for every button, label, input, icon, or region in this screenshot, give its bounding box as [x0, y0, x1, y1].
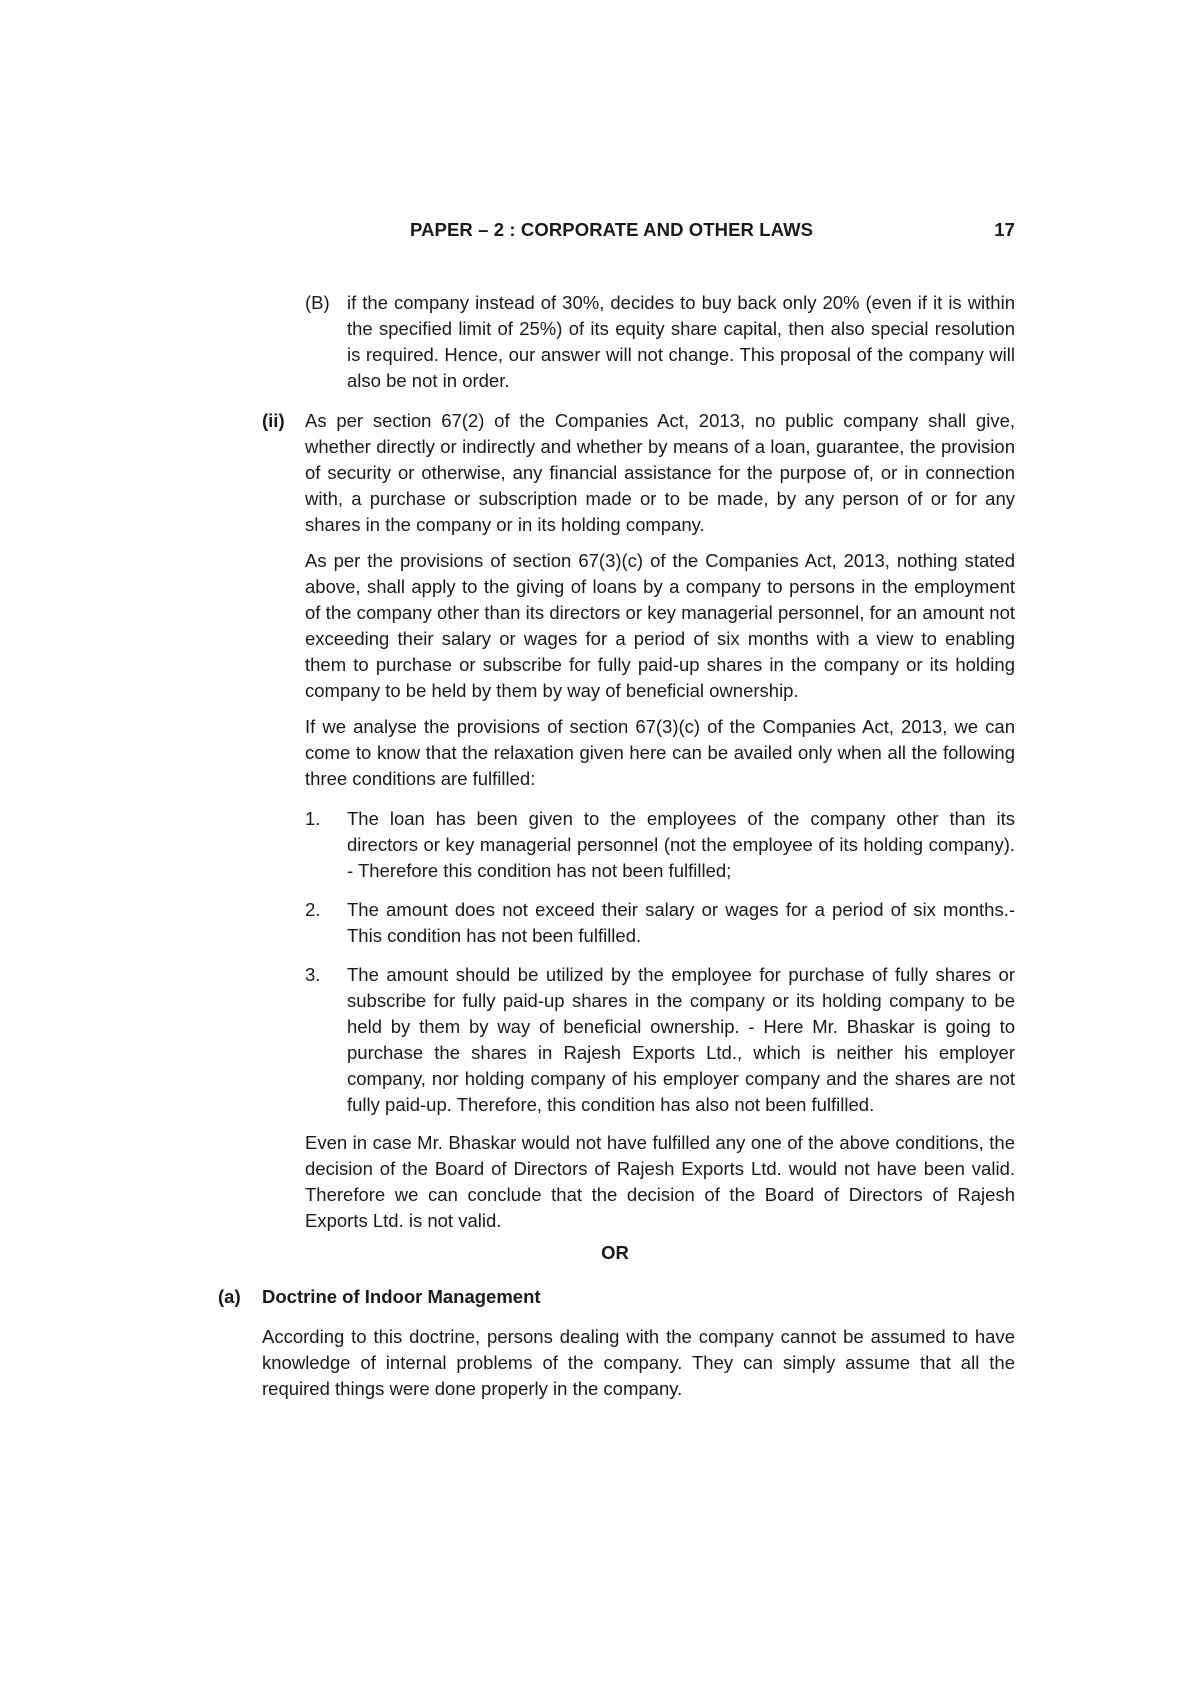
item-a-heading: Doctrine of Indoor Management — [262, 1286, 541, 1307]
item-b-text: if the company instead of 30%, decides to buy back only 20% (even if it is within the specified limit of 25%) of its equity share capital, then also special resolution is required. Hence, our answer will not change. This proposal of the company will also be not in order. — [347, 292, 1015, 391]
item-ii-marker: (ii) — [262, 410, 285, 431]
page-number: 17 — [994, 219, 1015, 240]
item-ii-para-3: If we analyse the provisions of section 67(3)(c) of the Companies Act, 2013, we can come to know that the relaxation given here can be availed only when all the following three conditions are fulfilled: — [305, 716, 1015, 789]
condition-number: 1. — [305, 808, 321, 829]
item-b — [305, 290, 1015, 394]
item-ii-para-4: Even in case Mr. Bhaskar would not have fulfilled any one of the above conditions, the decision of the Board of Directors of Rajesh Exports Ltd. would not have been valid. Therefore we can conclude that the decision of the Board of Directors of Rajesh Exports Ltd. is not valid. — [305, 1132, 1015, 1231]
condition-text: The loan has been given to the employees of the company other than its directors or key managerial personnel (not the employee of its holding company). - Therefore this condition has not been fulfilled; — [347, 808, 1015, 881]
item-b-marker: (B) — [305, 292, 330, 313]
item-ii — [262, 408, 1015, 538]
item-ii-para-1: As per section 67(2) of the Companies Act, 2013, no public company shall give, whether directly or indirectly and whether by means of a loan, guarantee, the provision of security or otherwise, any financial assistance for the purpose of, or in connection with, a purchase or subscription made or to be made, by any person of or for any shares in the company or in its holding company. — [305, 410, 1015, 535]
page-header — [410, 217, 1015, 243]
condition-number: 3. — [305, 964, 321, 985]
condition-number: 2. — [305, 899, 321, 920]
item-a-text: According to this doctrine, persons dealing with the company cannot be assumed to have knowledge of internal problems of the company. They can simply assume that all the required things were done properly in the company. — [262, 1326, 1015, 1399]
condition-item — [305, 806, 1015, 884]
or-separator: OR — [601, 1242, 629, 1263]
condition-item — [305, 897, 1015, 949]
condition-item — [305, 962, 1015, 1118]
page-header-title: PAPER – 2 : CORPORATE AND OTHER LAWS — [410, 219, 814, 240]
condition-text: The amount does not exceed their salary or wages for a period of six months.- This condition has not been fulfilled. — [347, 899, 1015, 946]
item-a-marker: (a) — [218, 1286, 241, 1307]
item-ii-para-2: As per the provisions of section 67(3)(c) of the Companies Act, 2013, nothing stated above, shall apply to the giving of loans by a company to persons in the employment of the company other than its directors or key managerial personnel, for an amount not exceeding their salary or wages for a period of six months with a view to enabling them to purchase or subscribe for fully paid-up shares in the company or its holding company to be held by them by way of beneficial ownership. — [305, 550, 1015, 701]
item-a — [218, 1284, 1015, 1310]
condition-text: The amount should be utilized by the employee for purchase of fully shares or subscribe for fully paid-up shares in the company or its holding company to be held by them by way of beneficial ownership. - Here Mr. Bhaskar is going to purchase the shares in Rajesh Exports Ltd., which is neither his employer company, nor holding company of his employer company and the shares are not fully paid-up. Therefore, this condition has also not been fulfilled. — [347, 964, 1015, 1115]
